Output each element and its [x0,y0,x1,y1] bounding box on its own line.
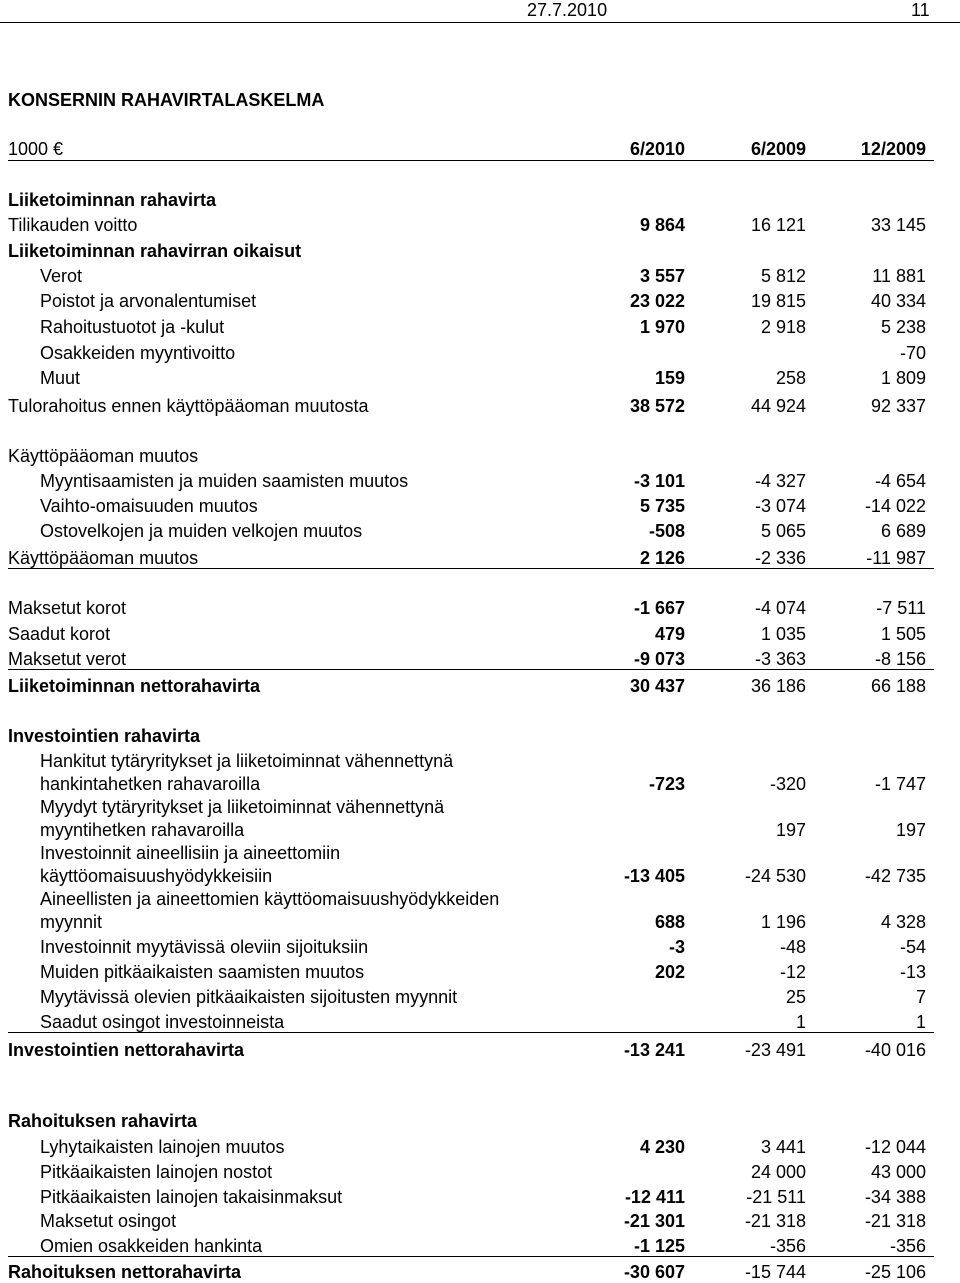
table-row [8,961,934,983]
row-value-v2: -21 511 [746,1187,806,1207]
row-value-v3: 92 337 [870,396,926,416]
table-row [8,395,934,417]
row-label: Pitkäaikaisten lainojen takaisinmaksut [40,1187,343,1207]
row-label: Myytävissä olevien pitkäaikaisten sijoitusten myynnit [40,987,458,1007]
row-value-v3: 4 328 [880,912,926,932]
row-value-v3: 7 [915,987,926,1007]
row-label: Verot [40,266,83,286]
row-value-v1: -9 073 [633,649,685,669]
row-value-v3: -21 318 [864,1211,926,1231]
row-value-v1: -13 241 [623,1040,685,1060]
row-value-v3: -8 156 [874,649,926,669]
header-page-number: 11 [911,0,930,20]
row-label: Käyttöpääoman muutos [8,446,199,466]
row-value-v1: -1 125 [633,1236,685,1256]
row-label: Investointien rahavirta [8,726,201,746]
table-row [8,290,934,312]
table-row [8,725,934,747]
row-value-v1: 159 [654,368,685,388]
row-value-v3: 6 689 [880,521,926,541]
table-row [8,623,934,645]
row-value-v3: 33 145 [870,215,926,235]
row-value-v1: -723 [648,774,685,794]
table-header-row [8,138,934,160]
row-label: Investointien nettorahavirta [8,1040,245,1060]
row-value-v2: 1 035 [760,624,806,644]
row-label: Maksetut korot [8,598,127,618]
row-divider [8,568,934,569]
row-value-v1: 38 572 [629,396,685,416]
row-value-v1: -3 [668,937,685,957]
row-value-v3: -356 [889,1236,926,1256]
row-value-v2: 258 [775,368,806,388]
row-label: myynnit [40,912,103,932]
row-value-v1: 4 230 [639,1137,685,1157]
row-label: Muiden pitkäaikaisten saamisten muutos [40,962,365,982]
row-label: Osakkeiden myyntivoitto [40,343,236,363]
header-rule [0,22,960,23]
table-row [8,597,934,619]
row-value-v2: 1 196 [760,912,806,932]
row-value-v1: -13 405 [623,866,685,886]
table-row [8,796,934,818]
column-header-6-2009: 6/2009 [750,139,806,159]
row-value-v1: -1 667 [633,598,685,618]
row-value-v1: 479 [654,624,685,644]
table-row [8,865,934,887]
row-value-v3: -1 747 [874,774,926,794]
row-label: hankintahetken rahavaroilla [40,774,261,794]
row-value-v1: -3 101 [633,471,685,491]
table-row [8,445,934,467]
row-divider [8,1032,934,1033]
row-value-v1: 5 735 [639,496,685,516]
row-value-v3: -12 044 [864,1137,926,1157]
row-label: Maksetut osingot [40,1211,177,1231]
row-value-v2: 3 441 [760,1137,806,1157]
row-label: Maksetut verot [8,649,127,669]
row-value-v2: -2 336 [754,548,806,568]
row-value-v1: 23 022 [629,291,685,311]
row-value-v1: 1 970 [639,317,685,337]
row-label: Hankitut tytäryritykset ja liiketoiminnat vähennettynä [40,751,454,771]
table-row [8,240,934,262]
row-value-v2: 16 121 [750,215,806,235]
row-label: Liiketoiminnan nettorahavirta [8,676,261,696]
row-divider [8,669,934,670]
row-value-v3: 43 000 [870,1162,926,1182]
row-value-v1: 688 [654,912,685,932]
row-value-v2: -15 744 [744,1262,806,1282]
row-value-v2: 2 918 [760,317,806,337]
row-divider [8,1256,934,1257]
row-value-v2: -3 074 [754,496,806,516]
row-value-v2: 24 000 [750,1162,806,1182]
row-value-v2: -356 [769,1236,806,1256]
row-label: Rahoituksen rahavirta [8,1111,198,1131]
header-date: 27.7.2010 [527,0,608,20]
table-row [8,675,934,697]
row-value-v2: -4 327 [754,471,806,491]
row-label: Saadut osingot investoinneista [40,1012,285,1032]
row-value-v2: 19 815 [750,291,806,311]
row-value-v3: -4 654 [874,471,926,491]
row-label: Rahoituksen nettorahavirta [8,1262,242,1282]
row-label: Investoinnit aineellisiin ja aineettomiin [40,843,341,863]
row-value-v3: 1 809 [880,368,926,388]
row-value-v3: 1 [915,1012,926,1032]
row-value-v3: -13 [899,962,926,982]
row-value-v1: 3 557 [639,266,685,286]
table-row [8,750,934,772]
row-value-v3: -25 106 [864,1262,926,1282]
row-value-v2: -23 491 [744,1040,806,1060]
table-row [8,1110,934,1132]
document-title: KONSERNIN RAHAVIRTALASKELMA [8,90,325,110]
row-value-v1: 9 864 [639,215,685,235]
row-value-v2: -3 363 [754,649,806,669]
row-value-v2: -24 530 [744,866,806,886]
row-label: Pitkäaikaisten lainojen nostot [40,1162,273,1182]
row-value-v2: 5 065 [760,521,806,541]
row-label: Käyttöpääoman muutos [8,548,199,568]
row-value-v3: 11 881 [872,266,926,286]
table-row [8,936,934,958]
row-value-v2: -21 318 [744,1211,806,1231]
row-label: Myyntisaamisten ja muiden saamisten muutos [40,471,409,491]
row-label: Lyhytaikaisten lainojen muutos [40,1137,285,1157]
row-value-v3: -42 735 [864,866,926,886]
table-row [8,547,934,569]
table-row [8,316,934,338]
table-row [8,189,934,211]
table-row [8,265,934,287]
row-value-v3: 1 505 [880,624,926,644]
row-label: Vaihto-omaisuuden muutos [40,496,258,516]
table-row [8,773,934,795]
row-label: Myydyt tytäryritykset ja liiketoiminnat vähennettynä [40,797,445,817]
row-label: myyntihetken rahavaroilla [40,820,245,840]
table-row [8,911,934,933]
row-value-v2: 5 812 [760,266,806,286]
row-value-v3: -70 [899,343,926,363]
table-row [8,520,934,542]
row-value-v3: 40 334 [870,291,926,311]
row-value-v3: 66 188 [870,676,926,696]
row-label: Tilikauden voitto [8,215,138,235]
row-value-v2: -4 074 [754,598,806,618]
row-value-v2: 25 [785,987,806,1007]
row-value-v3: -14 022 [864,496,926,516]
table-row [8,1186,934,1208]
table-row [8,342,934,364]
table-row [8,842,934,864]
row-label: Aineellisten ja aineettomien käyttöomaisuushyödykkeiden [40,889,500,909]
row-value-v3: -34 388 [864,1187,926,1207]
table-row [8,214,934,236]
row-label: Tulorahoitus ennen käyttöpääoman muutosta [8,396,369,416]
row-value-v1: -12 411 [624,1187,685,1207]
row-value-v3: -11 987 [866,548,926,568]
row-label: Liiketoiminnan rahavirta [8,190,217,210]
row-value-v3: -40 016 [864,1040,926,1060]
table-row [8,470,934,492]
row-value-v1: -21 301 [623,1211,685,1231]
row-value-v3: 197 [895,820,926,840]
row-label: Rahoitustuotot ja -kulut [40,317,225,337]
row-value-v2: 36 186 [750,676,806,696]
page-header [0,0,960,24]
row-label: käyttöomaisuushyödykkeisiin [40,866,273,886]
table-row [8,648,934,670]
table-row [8,1039,934,1061]
table-row [8,1136,934,1158]
row-value-v3: -7 511 [876,598,926,618]
row-value-v1: -508 [648,521,685,541]
row-value-v3: -54 [899,937,926,957]
row-value-v2: -12 [779,962,806,982]
table-row [8,819,934,841]
row-value-v2: -48 [779,937,806,957]
table-row [8,495,934,517]
row-label: Muut [40,368,81,388]
table-row [8,1235,934,1257]
row-value-v1: 202 [654,962,685,982]
row-value-v2: -320 [769,774,806,794]
column-header-12-2009: 12/2009 [860,139,926,159]
row-value-v2: 197 [775,820,806,840]
table-row [8,986,934,1008]
row-value-v3: 5 238 [880,317,926,337]
row-value-v2: 44 924 [750,396,806,416]
row-value-v2: 1 [795,1012,806,1032]
row-label: Poistot ja arvonalentumiset [40,291,257,311]
table-row [8,1161,934,1183]
table-row [8,1011,934,1033]
unit-label: 1000 € [8,139,64,159]
table-row [8,367,934,389]
row-label: Omien osakkeiden hankinta [40,1236,263,1256]
row-label: Liiketoiminnan rahavirran oikaisut [8,241,302,261]
row-value-v1: -30 607 [623,1262,685,1282]
row-label: Ostovelkojen ja muiden velkojen muutos [40,521,363,541]
row-value-v1: 30 437 [629,676,685,696]
table-row [8,1210,934,1232]
table-row [8,888,934,910]
row-label: Investoinnit myytävissä oleviin sijoituksiin [40,937,369,957]
table-row [8,1261,934,1283]
row-value-v1: 2 126 [639,548,685,568]
column-header-6-2010: 6/2010 [629,139,685,159]
header-divider [8,160,934,161]
row-label: Saadut korot [8,624,111,644]
